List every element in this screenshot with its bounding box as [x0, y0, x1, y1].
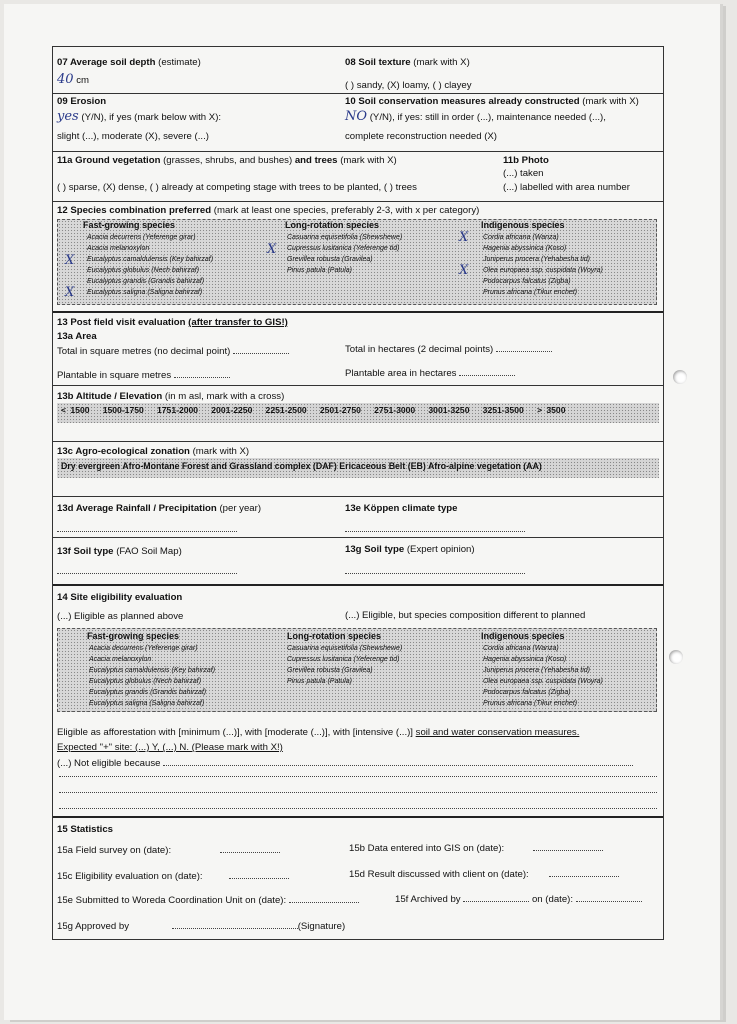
s12-indig-3: Olea europaea ssp. cuspidata (Woyra): [483, 267, 603, 274]
s15-label: 15 Statistics: [57, 824, 113, 835]
s13-plantable-ha: Plantable area in hectares: [345, 367, 515, 379]
s13e-label: 13e Köppen climate type: [345, 503, 458, 514]
s14-indig-1: Hagenia abyssinica (Koso): [483, 656, 567, 663]
s12-head-indig: Indigenous species: [481, 220, 565, 230]
zonation-options: Dry evergreen Afro-Montane Forest and Grassland complex (DAF) Ericaceous Belt (EB) Afro-alpine vegetation (AA): [61, 461, 542, 471]
s12-fast-1: Acacia melanoxylon: [87, 245, 150, 252]
s09-detail: slight (...), moderate (X), severe (...): [57, 131, 209, 142]
s13g-label: 13g Soil type (Expert opinion): [345, 544, 475, 555]
s14-long-1: Cupressus lusitanica (Yeferenge tid): [287, 656, 400, 663]
s12-indig-1: Hagenia abyssinica (Koso): [483, 245, 567, 252]
s12-long-1: Cupressus lusitanica (Yeferenge tid): [287, 245, 400, 252]
s14-long-3: Pinus patula (Patula): [287, 678, 352, 685]
s12-indig-5: Prunus africana (Tikur enchet): [483, 289, 578, 296]
s15c-field: 15c Eligibility evaluation on (date):: [57, 870, 289, 882]
s14-fast-3: Eucalyptus globulus (Nech bahirzaf): [89, 678, 202, 685]
s11a-label: 11a Ground vegetation (grasses, shrubs, and bushes) and trees (mark with X): [57, 155, 397, 166]
s07-value-row: 40 cm: [57, 72, 90, 87]
s12-label: 12 Species combination preferred (mark at least one species, preferably 2-3, with x per category): [57, 205, 480, 216]
s13-total-sqm: Total in square metres (no decimal point): [57, 345, 289, 357]
s14-eligible-planned: (...) Eligible as planned above: [57, 611, 184, 622]
handwritten-x-mark: X: [65, 285, 75, 300]
s13b-label: 13b Altitude / Elevation (in m asl, mark with a cross): [57, 391, 285, 402]
s11b-labelled: (...) labelled with area number: [503, 182, 630, 193]
s14-indig-3: Olea europaea ssp. cuspidata (Woyra): [483, 678, 603, 685]
s12-long-2: Grevillea robusta (Gravilea): [287, 256, 373, 263]
divider: [53, 151, 663, 152]
soil-depth-value: 40: [57, 72, 74, 87]
s10-label: 10 Soil conservation measures already constructed (mark with X): [345, 96, 639, 107]
s11b-label: 11b Photo: [503, 155, 549, 166]
koppen-blank: [345, 523, 525, 535]
s13-plantable-sqm: Plantable in square metres: [57, 369, 230, 381]
reason-line: [59, 776, 657, 777]
s14-head-fast: Fast-growing species: [87, 631, 180, 641]
divider: [53, 311, 663, 313]
s15f-field: 15f Archived by on (date):: [395, 893, 642, 905]
s13-total-ha: Total in hectares (2 decimal points): [345, 343, 552, 355]
s14-fast-2: Eucalyptus camaldulensis (Key bahirzaf): [89, 667, 216, 674]
s14-head-long: Long-rotation species: [287, 631, 382, 641]
s14-head-indig: Indigenous species: [481, 631, 565, 641]
s12-long-0: Casuarina equisetifolia (Shewshewe): [287, 234, 403, 241]
s12-long-3: Pinus patula (Patula): [287, 267, 352, 274]
divider: [53, 441, 663, 442]
s15b-field: 15b Data entered into GIS on (date):: [349, 842, 603, 854]
s08-label: 08 Soil texture (mark with X): [345, 57, 470, 68]
handwritten-x-mark: X: [459, 263, 469, 278]
soil-expert-blank: [345, 565, 525, 577]
divider: [53, 816, 663, 818]
rainfall-blank: [57, 523, 237, 535]
s13d-label: 13d Average Rainfall / Precipitation (per year): [57, 503, 262, 514]
s12-indig-0: Cordia africana (Wanza): [483, 234, 559, 241]
s07-label: 07 Average soil depth (estimate): [57, 57, 201, 68]
s13a-label: 13a Area: [57, 331, 97, 342]
s09-yn: yes (Y/N), if yes (mark below with X):: [57, 109, 222, 124]
handwritten-x-mark: X: [65, 253, 75, 268]
s12-head-fast: Fast-growing species: [83, 220, 176, 230]
s14-indig-2: Juniperus procera (Yehabesha tid): [483, 667, 591, 674]
s10-detail: complete reconstruction needed (X): [345, 131, 497, 142]
s14-label: 14 Site eligibility evaluation: [57, 592, 183, 603]
s13-label: 13 Post field visit evaluation (after transfer to GIS!): [57, 317, 288, 328]
s11a-options: ( ) sparse, (X) dense, ( ) already at competing stage with trees to be planted, ( ) trees: [57, 182, 417, 193]
s12-fast-3: Eucalyptus globulus (Nech bahirzaf): [87, 267, 200, 274]
s15e-field: 15e Submitted to Woreda Coordination Unit on (date):: [57, 894, 359, 906]
s12-indig-4: Podocarpus falcatus (Zigba): [483, 278, 571, 285]
divider: [53, 385, 663, 386]
altitude-ranges: < 1500 1500-1750 1751-2000 2001-2250 2251-2500 2501-2750 2751-3000 3001-3250 3251-3500 > 3500: [61, 405, 566, 415]
s14-fast-5: Eucalyptus saligna (Saligna bahirzaf): [89, 700, 205, 707]
s12-fast-2: Eucalyptus camaldulensis (Key bahirzaf): [87, 256, 214, 263]
s14-expected-site: Expected "+" site: (...) Y, (...) N. (Please mark with X!): [57, 742, 283, 753]
s12-fast-0: Acacia decurrens (Yeferenge girar): [87, 234, 196, 241]
s14-indig-5: Prunus africana (Tikur enchet): [483, 700, 578, 707]
reason-line: [59, 792, 657, 793]
s13f-label: 13f Soil type (FAO Soil Map): [57, 546, 182, 557]
s15g-field: 15g Approved by (Signature): [57, 921, 346, 932]
s11b-taken: (...) taken: [503, 168, 544, 179]
punch-hole-top: [673, 370, 687, 384]
site-assessment-form: [52, 46, 664, 940]
handwritten-x-mark: X: [459, 230, 469, 245]
s14-fast-0: Acacia decurrens (Yeferenge girar): [89, 645, 198, 652]
s12-head-long: Long-rotation species: [285, 220, 380, 230]
s14-indig-0: Cordia africana (Wanza): [483, 645, 559, 652]
s14-fast-1: Acacia melanoxylon: [89, 656, 152, 663]
divider: [53, 93, 663, 94]
divider: [53, 537, 663, 538]
s10-yn: NO (Y/N), if yes: still in order (...), maintenance needed (...),: [345, 109, 606, 124]
s14-indig-4: Podocarpus falcatus (Zigba): [483, 689, 571, 696]
s14-afforestation-text: Eligible as afforestation with [minimum (...)], with [moderate (...)], with [intensive (...)] soil and water conservation measures.: [57, 727, 580, 738]
s14-long-2: Grevillea robusta (Gravilea): [287, 667, 373, 674]
s14-not-eligible: (...) Not eligible because: [57, 757, 633, 769]
s12-fast-4: Eucalyptus grandis (Grandis bahirzaf): [87, 278, 205, 285]
s15d-field: 15d Result discussed with client on (date):: [349, 868, 619, 880]
divider: [53, 201, 663, 202]
reason-line: [59, 808, 657, 809]
s13c-label: 13c Agro-ecological zonation (mark with X): [57, 446, 250, 457]
s14-eligible-different: (...) Eligible, but species composition different to planned: [345, 610, 586, 621]
divider: [53, 496, 663, 497]
divider: [53, 584, 663, 586]
s14-long-0: Casuarina equisetifolia (Shewshewe): [287, 645, 403, 652]
punch-hole-bottom: [669, 650, 683, 664]
s12-indig-2: Juniperus procera (Yehabesha tid): [483, 256, 591, 263]
s14-fast-4: Eucalyptus grandis (Grandis bahirzaf): [89, 689, 207, 696]
s08-options: ( ) sandy, (X) loamy, ( ) clayey: [345, 80, 472, 91]
soil-fao-blank: [57, 565, 237, 577]
s15a-field: 15a Field survey on (date):: [57, 844, 280, 856]
handwritten-x-mark: X: [267, 242, 277, 257]
s09-label: 09 Erosion: [57, 96, 107, 107]
s12-fast-5: Eucalyptus saligna (Saligna bahirzaf): [87, 289, 203, 296]
